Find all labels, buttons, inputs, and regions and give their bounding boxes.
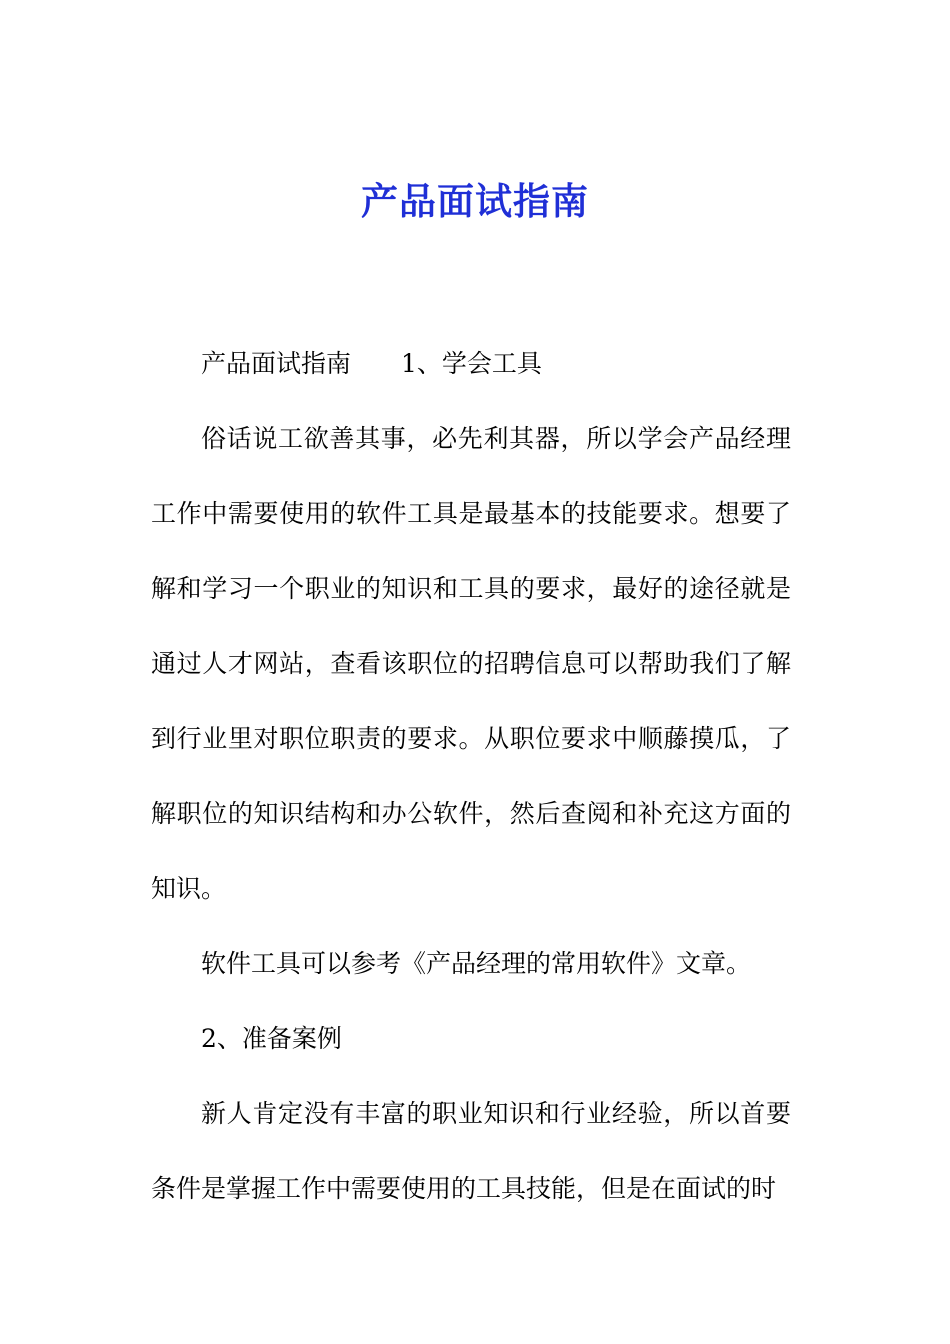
paragraph-4: 新人肯定没有丰富的职业知识和行业经验，所以首要条件是掌握工作中需要使用的工具技能，但是在面试的时 [151,1099,791,1203]
heading-line [151,326,791,401]
document-body [151,326,791,1226]
heading-line-part2: 1、学会工具 [401,349,542,378]
paragraph-1: 俗话说工欲善其事，必先利其器，所以学会产品经理工作中需要使用的软件工具是最基本的技能要求。想要了解和学习一个职业的知识和工具的要求，最好的途径就是通过人才网站，查看该职位的招聘信息可以帮助我们了解到行业里对职位职责的要求。从职位要求中顺藤摸瓜，了解职位的知识结构和办公软件，然后查阅和补充这方面的知识。 [151,424,791,903]
heading-line-part1: 产品面试指南 [201,349,352,378]
document-title: 产品面试指南 [361,180,589,223]
paragraph-2: 软件工具可以参考《产品经理的常用软件》文章。 [201,949,752,978]
paragraph-3: 2、准备案例 [201,1024,342,1053]
